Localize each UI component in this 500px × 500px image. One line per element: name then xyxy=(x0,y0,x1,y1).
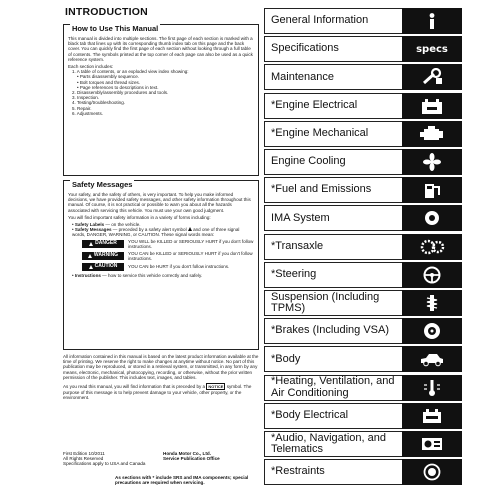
fan-icon xyxy=(419,153,445,171)
toc-label: *Body Electrical xyxy=(271,409,349,422)
notice-lead: As you read this manual, you will find information that is preceded by a xyxy=(63,384,206,390)
safety-forms: You will find important safety information in a variety of forms including: xyxy=(68,214,211,220)
edition-company: Honda Motor Co., Ltd. xyxy=(163,451,211,456)
safety-labels-lead: • Safety Labels xyxy=(72,222,105,228)
toc-item-engine-electrical[interactable] xyxy=(264,93,462,119)
toc-tab[interactable] xyxy=(402,93,462,119)
toc-tab[interactable] xyxy=(402,149,462,175)
toc-item-suspension[interactable] xyxy=(264,290,462,316)
danger-tag xyxy=(82,240,124,248)
srs-note: As sections with * include SRS and IMA components; special precautions are required when servicing. xyxy=(115,475,249,486)
how-to-use-heading: How to Use This Manual xyxy=(72,24,159,33)
how-to-intro: This manual is divided into multiple sections. The first page of each section is marked with a black tab that lines up with its corresponding thumb index tab on this page and the back cover. You can quickly find the first page of each section without looking through a full table of contents. The symbols printed at the top corner of each page can also be used as a quick reference system. xyxy=(68,36,253,62)
toc-tab[interactable] xyxy=(402,205,462,231)
toc-label: General Information xyxy=(271,14,369,27)
disclaimer-text xyxy=(63,354,259,404)
caution-text: YOU CAN be HURT if you don't follow instructions. xyxy=(128,264,230,270)
toc-item-engine-mechanical[interactable] xyxy=(264,121,462,147)
toc-label: *Heating, Ventilation, and Air Conditioning xyxy=(271,375,395,399)
toc-label: Specifications xyxy=(271,42,339,55)
how-to-list-4: 4. Testing/troubleshooting. xyxy=(72,100,125,106)
toc-tab[interactable] xyxy=(402,8,462,34)
how-to-list-3: 3. Inspection. xyxy=(72,95,100,101)
how-to-bullet-2: • Bolt torques and thread sizes. xyxy=(77,79,141,85)
notice-rest: symbol. The purpose of this message is to help prevent damage to your vehicle, other property, or the environment. xyxy=(63,384,252,401)
shock-absorber-icon xyxy=(419,294,445,312)
toc-item-brakes[interactable] xyxy=(264,318,462,344)
toc-label: *Audio, Navigation, and Telematics xyxy=(271,431,386,455)
toc-label: *Restraints xyxy=(271,465,325,478)
body-electrical-icon xyxy=(419,407,445,425)
danger-row xyxy=(82,239,254,249)
notice-tag: NOTICE xyxy=(208,384,224,390)
toc-tab[interactable] xyxy=(402,262,462,288)
caution-tag xyxy=(82,263,124,271)
edition-right xyxy=(163,451,259,467)
how-to-list-2: 2. Disassembly/assembly procedures and tools. xyxy=(72,90,169,96)
toc-item-general-information[interactable] xyxy=(264,8,462,34)
safety-alert-icon xyxy=(188,227,192,231)
toc-tab[interactable] xyxy=(402,177,462,203)
audio-icon xyxy=(419,435,445,453)
how-to-use-box xyxy=(63,24,259,176)
caution-row xyxy=(82,263,254,271)
instructions-rest: — how to service this vehicle correctly and safely. xyxy=(100,272,203,278)
toc-item-specifications[interactable] xyxy=(264,36,462,62)
steering-wheel-icon xyxy=(419,266,445,284)
fuel-pump-icon xyxy=(419,181,445,199)
edition-line-3: Specifications apply to USA and Canada xyxy=(63,461,146,467)
toc-item-transaxle[interactable] xyxy=(264,234,462,260)
how-to-includes: Each section includes: xyxy=(68,64,114,70)
toc-tab[interactable] xyxy=(402,121,462,147)
toc-item-maintenance[interactable] xyxy=(264,64,462,90)
toc-label: Suspension (Including TPMS) xyxy=(271,290,380,314)
toc-tab[interactable] xyxy=(402,375,462,401)
safety-messages-item xyxy=(68,227,254,237)
toc-item-steering[interactable] xyxy=(264,262,462,288)
toc-label: Maintenance xyxy=(271,70,334,83)
toc-tab[interactable] xyxy=(402,36,462,62)
brake-disc-icon xyxy=(419,322,445,340)
toc-label: *Transaxle xyxy=(271,239,324,252)
info-icon xyxy=(419,12,445,30)
toc-tab[interactable] xyxy=(402,64,462,90)
how-to-list-1: 1. A table of contents, or an exploded view index showing: xyxy=(72,69,189,75)
battery-icon xyxy=(419,97,445,115)
toc-tab[interactable] xyxy=(402,459,462,485)
instructions-item xyxy=(68,273,254,278)
specs-icon: specs xyxy=(416,43,448,55)
disclaimer-p2 xyxy=(63,383,259,401)
toc-label: *Body xyxy=(271,352,301,365)
edition-line-2: All Rights Reserved xyxy=(63,456,104,462)
edition-left xyxy=(63,451,163,467)
safety-messages-rest-b: and one of three signal words, DANGER, WARNING, or CAUTION. These signal words mean: xyxy=(72,227,240,238)
warning-tag xyxy=(82,252,124,260)
toc-item-hvac[interactable] xyxy=(264,375,462,401)
car-icon xyxy=(419,350,445,368)
safety-body xyxy=(64,181,258,280)
wrench-icon xyxy=(419,68,445,86)
toc-item-body-electrical[interactable] xyxy=(264,403,462,429)
toc-label: *Engine Electrical xyxy=(271,98,358,111)
engine-icon xyxy=(419,125,445,143)
toc-tab[interactable] xyxy=(402,290,462,316)
toc-item-ima-system[interactable] xyxy=(264,205,462,231)
how-to-list-6: 6. Adjustments. xyxy=(72,110,104,116)
disclaimer-p1: All information contained in this manual is based on the latest product information available at the time of printing. We reserve the right to make changes at anytime without notice. No part of this publication may be reproduced, or stored in a retrieval system, or transmitted, in any form by any means, electronic, mechanical, photocopying, recording, or otherwise, without the prior written permission of the publisher. This includes text, images, and tables. xyxy=(63,354,259,380)
page-title: INTRODUCTION xyxy=(65,6,148,18)
toc-item-restraints[interactable] xyxy=(264,459,462,485)
caution-tag-text: CAUTION xyxy=(94,263,118,270)
edition-block xyxy=(63,451,259,467)
toc-label: IMA System xyxy=(271,211,330,224)
warning-row xyxy=(82,251,254,261)
toc-item-audio-navigation[interactable] xyxy=(264,431,462,457)
warning-tag-text: WARNING xyxy=(93,252,119,259)
danger-tag-text: DANGER xyxy=(95,240,117,247)
warning-alert-icon xyxy=(88,254,92,258)
toc-tab[interactable] xyxy=(402,431,462,457)
danger-alert-icon xyxy=(89,242,93,246)
safety-messages-rest-a: — preceded by a safety alert symbol xyxy=(111,227,187,233)
toc-tab[interactable] xyxy=(402,234,462,260)
toc-label: *Brakes (Including VSA) xyxy=(271,324,389,337)
safety-messages-lead: • Safety Messages xyxy=(72,227,112,233)
safety-messages-box xyxy=(63,180,259,350)
toc-item-body[interactable] xyxy=(264,346,462,372)
caution-alert-icon xyxy=(89,265,93,269)
how-to-use-body xyxy=(64,25,258,118)
toc-label: *Fuel and Emissions xyxy=(271,183,372,196)
toc-tab[interactable] xyxy=(402,403,462,429)
toc-item-fuel-and-emissions[interactable] xyxy=(264,177,462,203)
safety-heading: Safety Messages xyxy=(72,180,133,189)
safety-labels-rest: — on the vehicle. xyxy=(104,222,141,228)
toc-tab[interactable] xyxy=(402,318,462,344)
toc-label: *Engine Mechanical xyxy=(271,127,369,140)
airbag-icon xyxy=(419,463,445,481)
toc-tab[interactable] xyxy=(402,346,462,372)
thermometer-icon xyxy=(419,379,445,397)
danger-text: YOU WILL be KILLED or SERIOUSLY HURT if you don't follow instructions. xyxy=(128,238,254,249)
safety-intro: Your safety, and the safety of others, is very important. To help you make informed decisions, we have provided safety messages, and other safety information throughout this manual. Of course, it is not practical or possible to warn you about all the hazards associated with servicing this vehicle. You must use your own good judgment. xyxy=(68,192,251,213)
edition-line-1: First Edition 10/2011 xyxy=(63,451,105,456)
how-to-bullet-1: • Parts disassembly sequence. xyxy=(77,74,139,80)
how-to-list-5: 5. Repair. xyxy=(72,105,92,111)
toc-label: Engine Cooling xyxy=(271,155,346,168)
gears-icon xyxy=(419,238,445,256)
toc-item-engine-cooling[interactable] xyxy=(264,149,462,175)
how-to-bullet-3: • Page references to descriptions in text. xyxy=(77,84,159,90)
motor-icon xyxy=(419,209,445,227)
warning-text: YOU CAN be KILLED or SERIOUSLY HURT if you don't follow instructions. xyxy=(128,250,253,261)
toc-label: *Steering xyxy=(271,268,317,281)
edition-office: Service Publication Office xyxy=(163,456,220,462)
instructions-lead: • Instructions xyxy=(72,272,101,278)
